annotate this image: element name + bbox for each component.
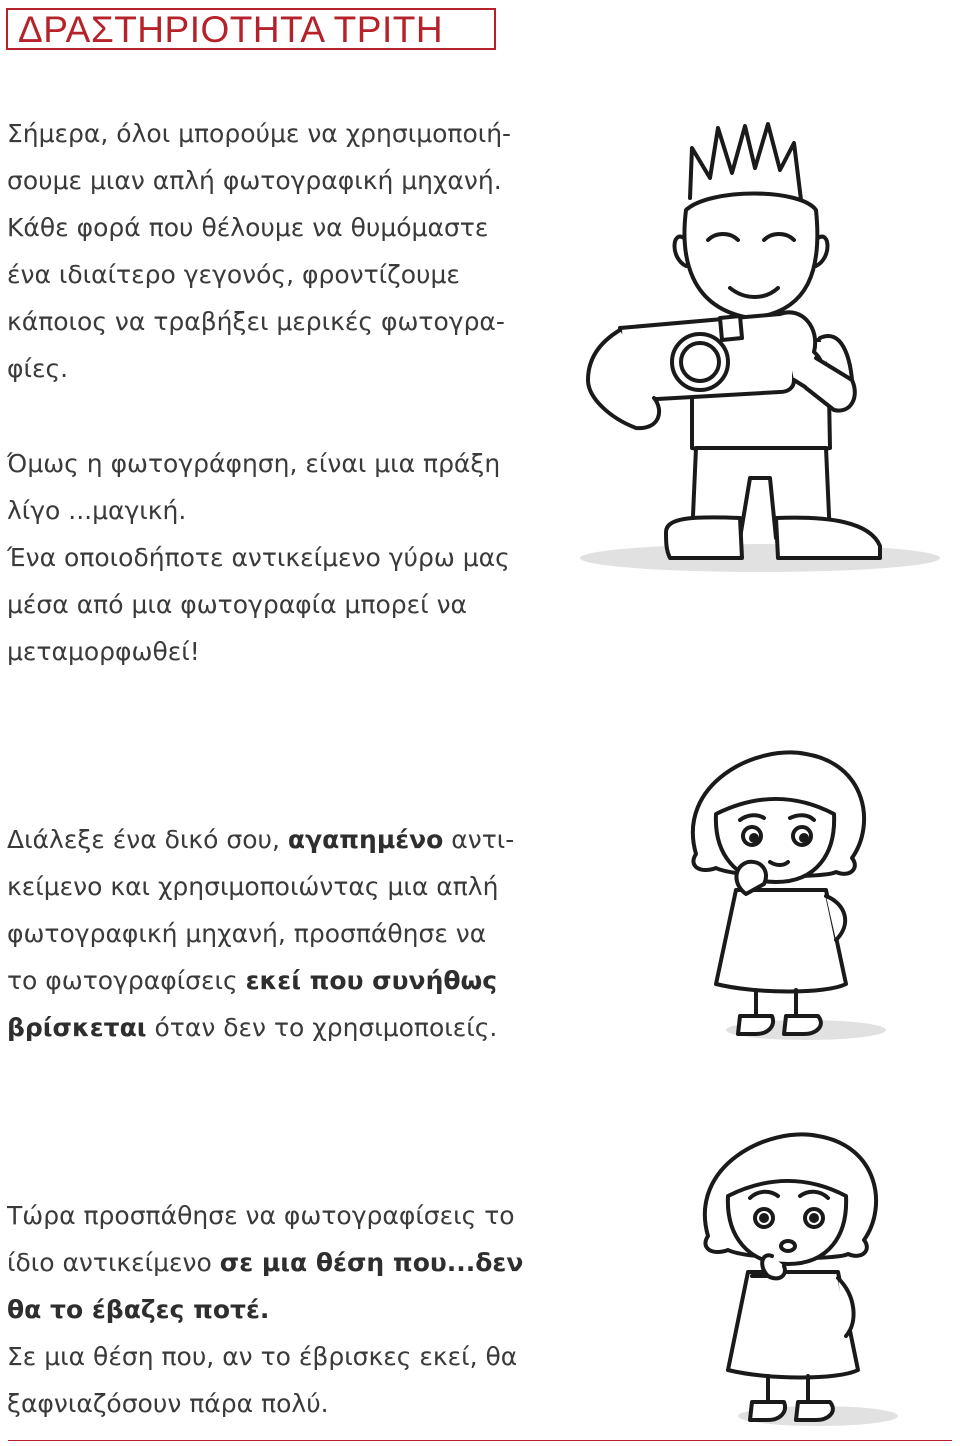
task1-line: φωτογραφική μηχανή, προσπάθησε να — [7, 919, 487, 948]
magic-paragraph — [7, 440, 510, 675]
girl-surprised-icon — [688, 1126, 908, 1438]
intro-line: ένα ιδιαίτερο γεγονός, φροντίζουμε — [7, 260, 460, 289]
magic-line: μεταμορφωθεί! — [7, 637, 200, 666]
task1-line — [7, 816, 514, 863]
task1-paragraph — [7, 816, 514, 1051]
intro-line: Κάθε φορά που θέλουμε να θυμόμαστε — [7, 213, 489, 242]
task1-text: αντι- — [443, 825, 515, 854]
task2-line — [7, 1286, 523, 1333]
magic-line: Όμως η φωτογράφηση, είναι μια πράξη — [7, 449, 501, 478]
task1-emphasis: αγαπημένο — [287, 825, 444, 854]
intro-line: Σήμερα, όλοι μπορούμε να χρησιμοποιή- — [7, 119, 512, 148]
intro-line: κάποιος να τραβήξει μερικές φωτογρα- — [7, 307, 505, 336]
magic-line: μέσα από μια φωτογραφία μπορεί να — [7, 590, 468, 619]
task1-text: Διάλεξε ένα δικό σου, — [7, 825, 288, 854]
intro-line: φίες. — [7, 354, 69, 383]
task2-line: ξαφνιαζόσουν πάρα πολύ. — [7, 1389, 329, 1418]
task2-paragraph — [7, 1192, 523, 1427]
bottom-divider — [8, 1440, 952, 1441]
task1-emphasis: εκεί που συνήθως — [245, 966, 498, 995]
boy-with-camera-icon — [580, 118, 950, 588]
task1-text: το φωτογραφίσεις — [7, 966, 246, 995]
task2-text: ίδιο αντικείμενο — [7, 1248, 220, 1277]
task2-line: Τώρα προσπάθησε να φωτογραφίσεις το — [7, 1201, 515, 1230]
task1-emphasis: βρίσκεται — [7, 1013, 147, 1042]
magic-line: Ένα οποιοδήποτε αντικείμενο γύρω μας — [7, 543, 510, 572]
task2-line — [7, 1239, 523, 1286]
task1-text: όταν δεν το χρησιμοποιείς. — [146, 1013, 498, 1042]
task1-line — [7, 957, 514, 1004]
girl-thinking-icon — [676, 744, 896, 1054]
task2-line: Σε μια θέση που, αν το έβρισκες εκεί, θα — [7, 1342, 518, 1371]
intro-paragraph — [7, 110, 511, 392]
magic-line: λίγο ...μαγική. — [7, 496, 187, 525]
task1-line: κείμενο και χρησιμοποιώντας μια απλή — [7, 872, 499, 901]
task1-line — [7, 1004, 514, 1051]
task2-emphasis: θα το έβαζες ποτέ. — [7, 1295, 270, 1324]
page-title: ΔΡΑΣΤΗΡΙΟΤΗΤΑ ΤΡΙΤΗ — [18, 8, 444, 50]
task2-emphasis: σε μια θέση που...δεν — [219, 1248, 524, 1277]
intro-line: σουμε μιαν απλή φωτογραφική μηχανή. — [7, 166, 502, 195]
activity-title-box — [6, 8, 496, 50]
